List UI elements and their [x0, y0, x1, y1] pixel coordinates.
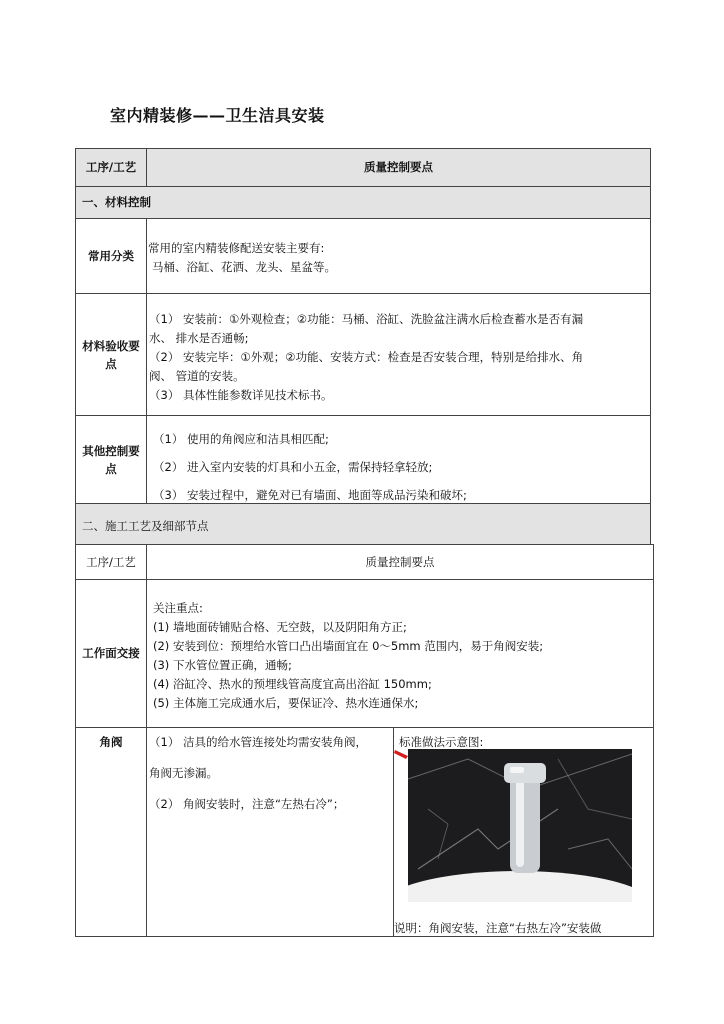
- header2-process: [75, 544, 147, 580]
- angle-valve-photo: [408, 749, 632, 902]
- label-line: 点: [105, 461, 117, 476]
- label-work-surface-handover-text: 工作面交接: [82, 646, 140, 660]
- header2-process-text: 工序/工艺: [86, 554, 136, 569]
- label-line: 点: [105, 356, 117, 371]
- content-other-control: [146, 415, 651, 504]
- text-line: （2） 安装完毕：①外观；②功能、安装方式：检查是否安装合理，特别是给排水、角: [149, 350, 584, 364]
- figure-caption-text: 说明：角阀安装，注意“右热左冷”安装做: [394, 921, 602, 935]
- label-other-control: [75, 415, 147, 504]
- label-line: 其他控制要: [82, 443, 140, 458]
- section-construction-process: [75, 503, 651, 545]
- angle-valve-photo-illustration: [408, 749, 632, 902]
- text-line: (4) 浴缸冷、热水的预埋线管高度宜高出浴缸 150mm;: [153, 677, 432, 691]
- label-line: 材料验收要: [82, 338, 140, 353]
- text-line: （2） 角阀安装时，注意“左热右冷”；: [149, 797, 345, 811]
- header-quality-text: 质量控制要点: [364, 160, 433, 174]
- section-construction-process-text: 二、施工工艺及细部节点: [82, 519, 209, 533]
- page-title: 室内精装修——卫生洁具安装: [110, 106, 325, 125]
- text-line: （3） 具体性能参数详见技术标书。: [149, 388, 333, 402]
- figure-caption: [394, 920, 654, 936]
- text-line: 水、 排水是否通畅;: [149, 331, 249, 345]
- label-work-surface-handover: [75, 579, 147, 728]
- text-line: (5) 主体施工完成通水后，要保证冷、热水连通保水;: [153, 696, 419, 710]
- content-angle-valve: [146, 727, 394, 937]
- content-common-categories: [146, 218, 651, 294]
- text-line: 角阀无渗漏。: [149, 766, 218, 780]
- figure-title: 标准做法示意图:: [399, 735, 484, 749]
- section-material-control-text: 一、材料控制: [82, 195, 151, 209]
- text-line: (3) 下水管位置正确，通畅;: [153, 658, 292, 672]
- text-line: 关注重点:: [153, 601, 203, 615]
- text-line: 阀、 管道的安装。: [149, 369, 245, 383]
- text-line: 常用的室内精装修配送安装主要有:: [148, 241, 325, 255]
- label-angle-valve: [75, 727, 147, 937]
- header2-quality-text: 质量控制要点: [365, 554, 435, 569]
- header-process-text: 工序/工艺: [85, 160, 137, 174]
- text-line: 马桶、浴缸、花洒、龙头、星盆等。: [152, 260, 336, 274]
- header-quality: [146, 148, 651, 187]
- text-line: (1) 墙地面砖铺贴合格、无空鼓，以及阴阳角方正;: [153, 620, 407, 634]
- text-line: （2） 进入室内安装的灯具和小五金，需保持轻拿轻放;: [153, 460, 433, 474]
- header2-quality: [146, 544, 654, 580]
- section-material-control: [75, 186, 651, 219]
- text-line: （1） 使用的角阀应和洁具相匹配;: [153, 432, 329, 446]
- text-line: (2) 安装到位：预埋给水管口凸出墙面宜在 0～5mm 范围内，易于角阀安装;: [153, 639, 544, 653]
- content-work-surface-handover: [146, 579, 654, 728]
- label-material-acceptance: [75, 293, 147, 416]
- text-line: （3） 安装过程中，避免对已有墙面、地面等成品污染和破坏;: [153, 488, 467, 502]
- content-material-acceptance: [146, 293, 651, 416]
- label-angle-valve-text: 角阀: [99, 735, 123, 749]
- text-line: （1） 洁具的给水管连接处均需安装角阀，: [149, 735, 367, 749]
- label-common-categories: [75, 218, 147, 294]
- label-common-categories-text: 常用分类: [88, 248, 134, 263]
- text-line: （1） 安装前：①外观检查；②功能：马桶、浴缸、洗脸盆注满水后检查蓄水是否有漏: [149, 312, 584, 326]
- header-process: [75, 148, 147, 187]
